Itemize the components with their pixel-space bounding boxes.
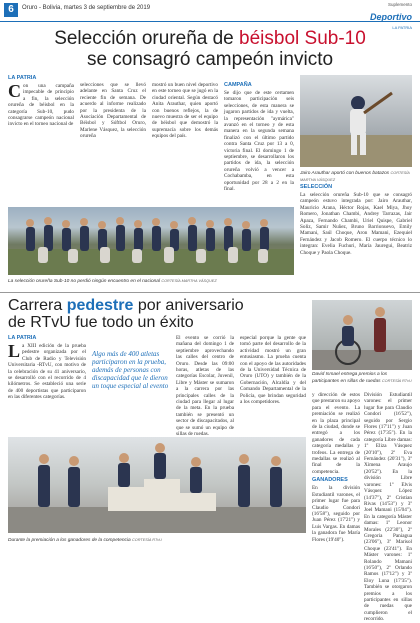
headline-part: Carrera	[8, 297, 63, 314]
body-text: En la división Estudiantil varones, el primer lugar fue para Claudio Condori (16'58"), seguido por Juan Pérez (17'21") y Luis Vargas. En damas la ganadora fue María Flores (19'40").	[312, 485, 360, 543]
batter-photo	[300, 75, 412, 167]
article2-col5	[364, 392, 412, 623]
headline-line2: de RTvU fue todo un éxito	[8, 314, 194, 331]
article2-col2	[176, 335, 234, 438]
body-text: La selección orureña Sub-10 que se consagró campeón estuvo integrada por: Jairo Arauthar, Mauricio Arana, Héctor Rojas, Kael Miya, Jhoy Romero, Jonathan Chambi, Andrey Tarrazas, Jair Apaza, Fernando Chambi, Uriel Quispe, Gabriel Soliz, Samir Nuñez, Bruno Barrionuevo, Emily Mamani, Saúl Choque, Aron Mamani, Ezequiel Fernández y Jacob Romero. El cuerpo técnico lo integran: Evelia Fuchuri, María Jauregui, Beatriz Choque y Paola Choque.	[300, 192, 412, 256]
headline-highlight: pedestre	[66, 297, 134, 314]
award-photo	[8, 437, 306, 533]
batter-caption	[300, 170, 412, 184]
article1-col2	[80, 82, 146, 204]
brand-sub: LA PATRIA	[392, 25, 412, 30]
article1-headline	[0, 28, 420, 70]
drop-cap: L	[8, 341, 21, 361]
page-number: 6	[4, 3, 18, 17]
section-label: LA PATRIA	[8, 335, 37, 341]
team-photo-figures	[8, 207, 294, 275]
section-label: CAMPAÑA	[224, 82, 252, 88]
drop-cap: C	[8, 81, 21, 101]
photo-credit: CORTESÍA RTvU	[132, 538, 162, 542]
team-photo-caption	[8, 278, 294, 285]
caption-text: La selección orureña Sub-10 no perdió ningún encuentro en el nacional	[8, 279, 161, 284]
article2-col4	[312, 392, 360, 542]
wheelchair-figures	[312, 300, 412, 370]
photo-credit: CORTESÍA MARTHA VÁSQUEZ	[161, 279, 217, 283]
batter-figure	[300, 75, 412, 167]
body-text: y dirección de estos que prestaron su apoyo para el evento. La premiación se realizó en la plaza principal de la ciudad, donde se entregó a los ganadores de cada categoría medallas y trofeos. La entrega de medallas se realizó al final de la competencia.	[312, 392, 360, 475]
photo-credit: CORTESÍA MARTHA VÁSQUEZ	[300, 171, 410, 182]
dateline: Oruro - Bolivia, martes 3 de septiembre de 2019	[22, 5, 151, 11]
supplement-logo	[370, 2, 412, 30]
article2-col1	[8, 335, 86, 433]
article2-col3	[240, 335, 306, 433]
caption-text: Durante la premiación a los ganadores de la competencia	[8, 538, 131, 543]
award-figures	[8, 437, 306, 533]
wheelchair-photo	[312, 300, 412, 370]
section-label: GANADORES	[312, 477, 348, 484]
headline-part: por aniversario	[137, 297, 244, 314]
article1-col4	[224, 82, 294, 204]
body-text: División Estudiantil varones: el primer lugar fue para Claudio Condori (16'52"), seguido por Sergio Flores (17'11") y Juan Pérez (17'35"). En la categoría Libre damas: 1º Eliza Vásquez (20'10"), 2º Eva Fernández (20'31"), 3º Ximena Araujo (20'52"). En la división Libre varones: 1º Elvis Vásquez López (14'37"), 2º Cristian Rivas (14'53") y 3º Joel Mamani (15'04"). En la categoría Máster damas: 1º Leonor Morales (22'30"), 2º Gregoria Paniagua (23'06"), 3º Marisol Choque (23'41"). En Máster varones: 1º Rolando Mamani (16'50"), 2º Orlando Ramos (17'12") y 3º Eloy Luna (17'35"). También se otorgaron premios a los participantes en sillas de ruedas que cumplieron el recorrido.	[364, 392, 412, 623]
body-text: a XIII edición de la prueba pedestre organizada por el Club de Radio y Televisión Universitaria -RTvU, con motivo de la celebración de su 41 aniversario, se desarrolló con el recorrido de 4 kilómetros. Se estableció una serie de 400 deportistas que participaron en las diferentes categorías.	[8, 343, 86, 401]
pull-quote: Algo más de 400 atletas participaron en la prueba, además de personas con discapacidad que le dieron un toque especial al evento	[92, 350, 169, 390]
section-divider	[0, 292, 420, 293]
body-text: Se dijo que de este certamen tomaron participación seis selecciones, de esta manera se jugaron partidos de ida y vuelta, la representación "aymárica" avanzó en el torneo y de esta manera en la segunda semana finalizó con el último partido contra Santa Cruz por 13 a 0, victoria final. El domingo 1 de septiembre, se desarrollaron los partidos de ida, la selección orureña volvió a vencer a Cochabamba, en esta oportunidad por 28 a 2 en la final.	[224, 90, 294, 193]
article1-col5	[300, 184, 412, 290]
page-header	[0, 0, 420, 30]
body-text: on una campaña impecable de principio a fin, la selección orureña de béisbol en la categoría Sub-10, pudo consagrarse campeón nacional invicto en el torneo nacional de	[8, 83, 74, 128]
brand-name: Deportivo	[369, 12, 412, 22]
headline-highlight: béisbol Sub-10	[239, 28, 366, 49]
caption-text: David Ismael entrega premios a los participantes en sillas de ruedas	[312, 372, 388, 384]
body-text: El evento se corrió la mañana del domingo 1 de septiembre aprovechando las calles del centro de Oruro. Desde las 09:00 horas, atletas de las categorías Escolar, Juvenil, Libre y Máster se sumaron a la carrera por las principales calles de la ciudad para llegar al lugar de la meta. En la prueba también se presentó un sector de discapacitados, al que se sumó un equipo de sillas de ruedas.	[176, 335, 234, 438]
article1-col1	[8, 75, 74, 205]
wheelchair-caption	[312, 372, 412, 385]
caption-text: Jairo Arauthar aportó con buenos batazos	[300, 171, 390, 176]
headline-line2: se consagró campeón invicto	[86, 49, 334, 70]
body-text: especial porque la gente que tomó parte del desarrollo de la actividad mostró un gran entusiasmo. La prueba cuenta con el apoyo de las autoridades de la Universidad Técnica de Oruro (UTO) y también de la Gobernación, Alcaldía y del Comando Departamental de la Policía, que brindan seguridad a los competidores.	[240, 335, 306, 406]
team-photo	[8, 207, 294, 275]
section-label: SELECCIÓN	[300, 184, 333, 190]
article1-col3	[152, 82, 218, 204]
section-label: LA PATRIA	[8, 75, 37, 81]
award-caption	[8, 537, 306, 544]
supplement-label: Suplemento	[387, 2, 412, 7]
headline-part: Selección orureña de	[54, 28, 234, 49]
body-text: mostró un buen nivel deportivo en este torneo que se jugó en la ciudad oriental. Según destacó Anita Arauthar, quien aportó con buenos reflejos, la de nuevo muestra de ser el equipo de béisbol que demostró la supremacía sobre los demás equipos del país.	[152, 82, 218, 140]
photo-credit: CORTESÍA RTvU	[381, 379, 412, 383]
body-text: selecciones que se llevó adelante en Santa Cruz el reciente fin de semana. De acuerdo al informe realizado por la presidenta de la Asociación Departamental de Béisbol y Sóftbol Oruro, Marlene Vásquez, la selección orureña	[80, 82, 146, 140]
